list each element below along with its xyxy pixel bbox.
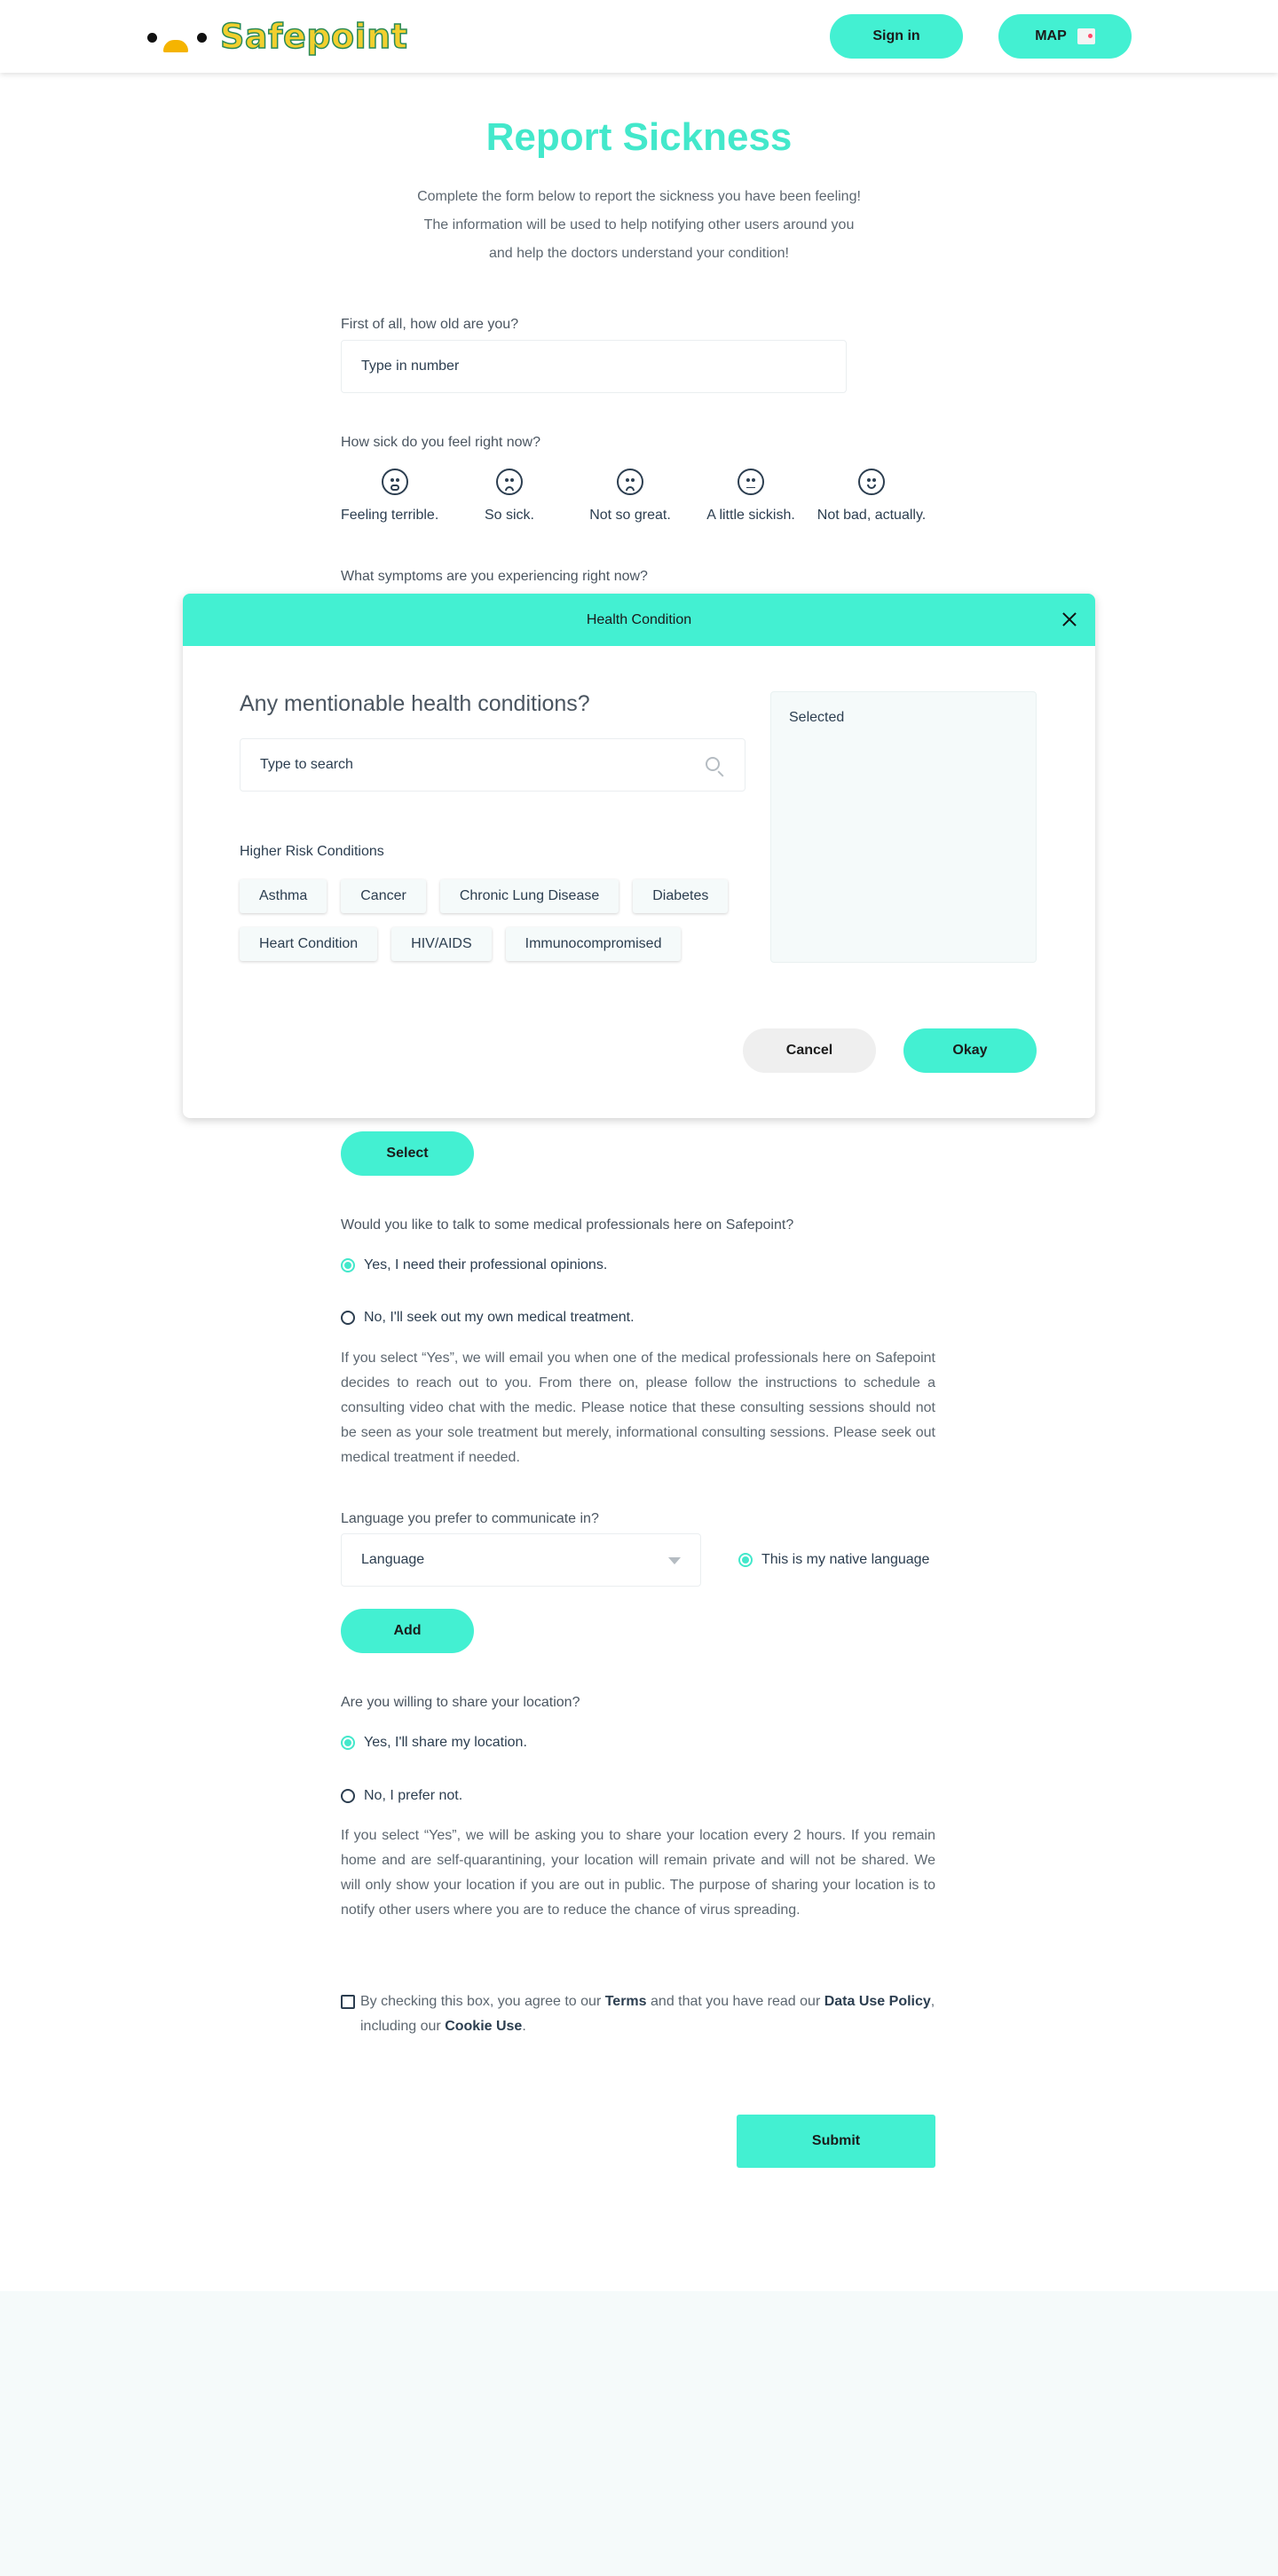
condition-chip[interactable]: Cancer bbox=[341, 879, 426, 913]
add-label: Add bbox=[393, 1623, 422, 1638]
mood-question: How sick do you feel right now? bbox=[341, 435, 540, 450]
map-icon bbox=[1077, 28, 1095, 44]
medical-no-radio[interactable] bbox=[341, 1310, 635, 1326]
location-no-label: No, I prefer not. bbox=[364, 1788, 463, 1803]
medical-no-label: No, I'll seek out my own medical treatment. bbox=[364, 1310, 635, 1325]
okay-button[interactable] bbox=[903, 1028, 1037, 1073]
mood-options bbox=[341, 469, 932, 524]
terms-text bbox=[360, 1989, 944, 2039]
mood-option-so-sick[interactable] bbox=[449, 469, 570, 524]
location-yes-radio[interactable] bbox=[341, 1735, 527, 1751]
radio-selected-icon bbox=[341, 1736, 355, 1750]
age-placeholder: Type in number bbox=[361, 358, 460, 374]
terms-suffix: . bbox=[522, 2019, 526, 2034]
smile-face-icon bbox=[858, 469, 885, 495]
medical-question: Would you like to talk to some medical professionals here on Safepoint? bbox=[341, 1217, 794, 1233]
risk-conditions-label: Higher Risk Conditions bbox=[240, 844, 384, 859]
chevron-down-icon bbox=[668, 1557, 681, 1564]
map-button[interactable] bbox=[998, 14, 1132, 59]
page-title: Report Sickness bbox=[485, 115, 793, 159]
modal-question: Any mentionable health conditions? bbox=[240, 691, 590, 716]
cookie-use-link[interactable]: Cookie Use bbox=[445, 2019, 523, 2034]
frown-face-icon bbox=[617, 469, 643, 495]
neutral-face-icon bbox=[738, 469, 764, 495]
medical-yes-radio[interactable] bbox=[341, 1257, 607, 1273]
symptoms-question: What symptoms are you experiencing right now? bbox=[341, 569, 648, 584]
condition-chip[interactable]: Asthma bbox=[240, 879, 327, 913]
mood-label: Not bad, actually. bbox=[816, 508, 927, 523]
logo[interactable] bbox=[146, 14, 407, 59]
mood-label: So sick. bbox=[484, 508, 534, 523]
sad-face-icon bbox=[496, 469, 523, 495]
selected-label: Selected bbox=[789, 710, 845, 725]
language-value: Language bbox=[361, 1552, 425, 1567]
language-select[interactable] bbox=[341, 1533, 701, 1587]
terms-link[interactable]: Terms bbox=[604, 1994, 647, 2009]
selected-conditions-panel bbox=[770, 691, 1037, 963]
radio-empty-icon bbox=[341, 1311, 355, 1325]
data-use-policy-link[interactable]: Data Use Policy bbox=[824, 1994, 931, 2009]
condition-search-input[interactable] bbox=[240, 738, 746, 792]
condition-chip[interactable]: Diabetes bbox=[633, 879, 728, 913]
location-note: If you select “Yes”, we will be asking you to share your location every 2 hours. If you remain home and are self-quarantining, your location will remain private and will not be shared. We will only show your location if you are out in public. The purpose of sharing your location is to notify other users where you are to reduce the chance of virus spreading. bbox=[341, 1828, 935, 1918]
mood-option-not-bad[interactable] bbox=[811, 469, 932, 524]
submit-button[interactable] bbox=[737, 2115, 935, 2168]
location-yes-label: Yes, I'll share my location. bbox=[364, 1735, 527, 1750]
condition-chip[interactable]: Immunocompromised bbox=[506, 927, 682, 961]
sign-in-button[interactable] bbox=[830, 14, 963, 59]
terms-checkbox[interactable] bbox=[341, 1995, 355, 2009]
radio-selected-icon bbox=[738, 1553, 753, 1567]
terms-consent bbox=[341, 1989, 944, 2039]
modal-header bbox=[183, 594, 1095, 646]
select-button[interactable] bbox=[341, 1131, 474, 1176]
condition-chip[interactable]: Chronic Lung Disease bbox=[440, 879, 619, 913]
radio-empty-icon bbox=[341, 1789, 355, 1803]
select-label: Select bbox=[386, 1146, 429, 1161]
mood-label: Not so great. bbox=[589, 508, 671, 523]
language-question: Language you prefer to communicate in? bbox=[341, 1511, 599, 1526]
native-language-label: This is my native language bbox=[761, 1552, 930, 1567]
sign-in-label: Sign in bbox=[872, 28, 920, 43]
medical-note: If you select “Yes”, we will email you when one of the medical professionals here on Safepoint decides to reach out to you. From there on, please follow the instructions to schedule a consulting video chat with the medic. Please notice that these consulting sessions should not be seen as your sole treatment but merely, informational consulting sessions. Please seek out medical treatment if needed. bbox=[341, 1351, 935, 1465]
radio-selected-icon bbox=[341, 1258, 355, 1272]
location-no-radio[interactable] bbox=[341, 1788, 462, 1804]
search-placeholder: Type to search bbox=[260, 757, 353, 772]
native-language-radio[interactable] bbox=[738, 1552, 929, 1568]
location-question: Are you willing to share your location? bbox=[341, 1695, 580, 1710]
condition-chip[interactable]: Heart Condition bbox=[240, 927, 377, 961]
health-condition-modal bbox=[183, 594, 1095, 1118]
cancel-label: Cancel bbox=[785, 1043, 833, 1058]
mood-option-sickish[interactable] bbox=[690, 469, 811, 524]
terms-prefix: By checking this box, you agree to our bbox=[360, 1994, 602, 2009]
duck-logo-icon bbox=[146, 19, 217, 54]
close-icon[interactable] bbox=[1060, 610, 1079, 629]
top-nav bbox=[0, 0, 1278, 73]
medical-yes-label: Yes, I need their professional opinions. bbox=[364, 1257, 608, 1272]
cancel-button[interactable] bbox=[743, 1028, 876, 1073]
mood-label: Feeling terrible. bbox=[341, 508, 439, 523]
add-language-button[interactable] bbox=[341, 1609, 474, 1653]
grimace-face-icon bbox=[382, 469, 408, 495]
condition-chip[interactable]: HIV/AIDS bbox=[391, 927, 491, 961]
search-icon bbox=[706, 757, 720, 771]
mood-option-not-great[interactable] bbox=[570, 469, 690, 524]
logo-text: Safepoint bbox=[220, 17, 408, 56]
age-question: First of all, how old are you? bbox=[341, 317, 519, 332]
age-input[interactable] bbox=[341, 340, 847, 393]
mood-label: A little sickish. bbox=[706, 508, 795, 523]
okay-label: Okay bbox=[952, 1043, 988, 1058]
page-intro: Complete the form below to report the sickness you have been feeling! The information will be used to help notifying other users around you and help the doctors understand your condition! bbox=[417, 189, 861, 261]
map-label: MAP bbox=[1035, 28, 1067, 43]
condition-chips bbox=[240, 879, 754, 961]
terms-middle2: , including our bbox=[360, 1994, 935, 2034]
submit-label: Submit bbox=[811, 2133, 861, 2148]
footer bbox=[0, 2291, 1278, 2576]
modal-title: Health Condition bbox=[586, 611, 692, 627]
mood-option-terrible[interactable] bbox=[341, 469, 449, 524]
terms-middle: and that you have read our bbox=[651, 1994, 821, 2009]
